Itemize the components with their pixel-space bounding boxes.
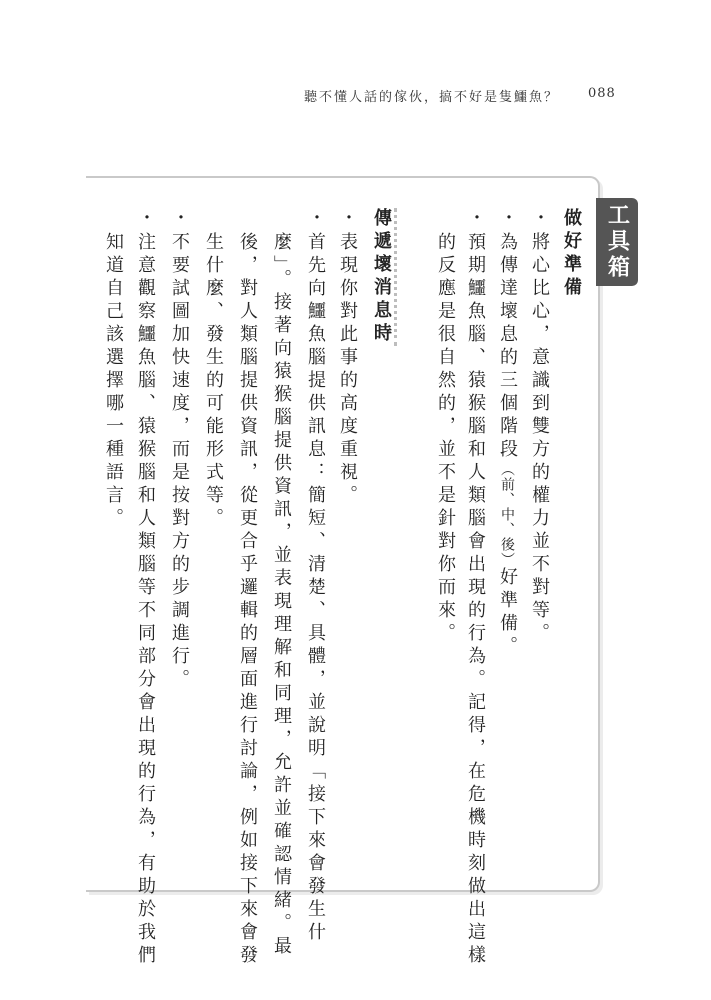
item-text-continued: 的反應是很自然的，並不是針對你而來。: [435, 232, 456, 646]
list-item: [136, 208, 154, 968]
item-text-continued: 生什麼、發生的可能形式等。: [203, 232, 224, 531]
item-text: 表現你對此事的高度重視。: [337, 232, 358, 508]
item-text: 將心比心，意識到雙方的權力並不對等。: [529, 232, 550, 646]
bullet-mark: ・: [465, 208, 486, 226]
toolbox-tab: 工具箱: [596, 198, 638, 286]
running-title: 聽不懂人話的傢伙，搞不好是隻鱷魚？: [303, 90, 559, 105]
item-text-parenthetical: （前、中、後）: [499, 462, 515, 567]
item-text: 首先向鱷魚腦提供訊息：簡短、清楚、具體，並說明「接下來會發生什: [305, 232, 326, 945]
list-item: [306, 208, 324, 945]
section-heading-deliver: 傳遞壞消息時: [372, 208, 397, 346]
list-item: [170, 208, 188, 692]
bullet-mark: ・: [135, 208, 156, 226]
bullet-mark: ・: [305, 208, 326, 226]
list-item: [530, 208, 548, 646]
list-item: [498, 208, 516, 659]
section-heading-prepare: 做好準備: [561, 208, 582, 300]
bullet-mark: ・: [529, 208, 550, 226]
item-text-continued: 知道自己該選擇哪一種語言。: [103, 232, 124, 531]
item-text: 好準備。: [497, 567, 518, 659]
bullet-mark: ・: [497, 208, 518, 226]
item-text: 注意觀察鱷魚腦、猿猴腦和人類腦等不同部分會出現的行為，有助於我們: [135, 232, 156, 968]
item-text: 為傳達壞息的三個階段: [497, 232, 518, 462]
item-text-continued: 後，對人類腦提供資訊，從更合乎邏輯的層面進行討論，例如接下來會發: [237, 232, 258, 968]
item-text: 預期鱷魚腦、猿猴腦和人類腦會出現的行為。記得，在危機時刻做出這樣: [465, 232, 486, 968]
bullet-mark: ・: [169, 208, 190, 226]
bullet-mark: ・: [337, 208, 358, 226]
item-text-continued: 麼」。接著向猿猴腦提供資訊，並表現理解和同理，允許並確認情緒。最: [271, 232, 292, 959]
page-number: 088: [588, 86, 616, 101]
list-item: [466, 208, 484, 968]
item-text: 不要試圖加快速度，而是按對方的步調進行。: [169, 232, 190, 692]
list-item: [338, 208, 356, 508]
